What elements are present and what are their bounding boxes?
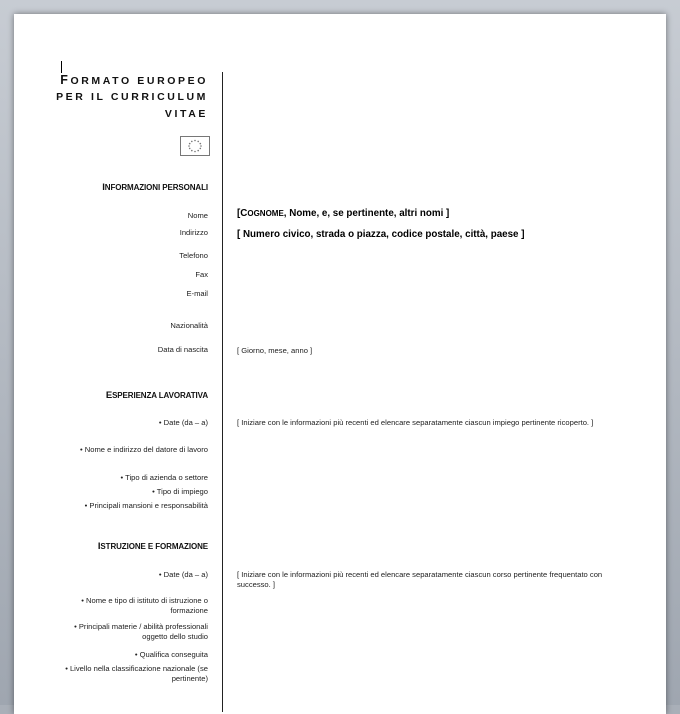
column-divider <box>222 72 223 712</box>
label-exp-job-type: • Tipo di impiego <box>152 487 208 496</box>
label-nome: Nome <box>187 211 208 220</box>
label-exp-dates: • Date (da – a) <box>158 418 208 427</box>
value-indirizzo[interactable]: [ Numero civico, strada o piazza, codice postale, città, paese ] <box>237 229 525 240</box>
label-edu-subjects: • Principali materie / abilità professionali oggetto dello studio <box>74 622 208 641</box>
label-edu-level: • Livello nella classificazione nazionale (se pertinente) <box>65 664 208 683</box>
cv-title-line1: FORMATO EUROPEO <box>60 73 208 87</box>
eu-flag-icon <box>180 136 210 156</box>
label-edu-institute: • Nome e tipo di istituto di istruzione o formazione <box>81 596 208 615</box>
label-nazionalita: Nazionalità <box>170 321 208 330</box>
label-indirizzo: Indirizzo <box>179 228 208 237</box>
label-fax: Fax <box>195 270 208 279</box>
label-edu-dates: • Date (da – a) <box>158 570 208 579</box>
value-exp-instructions[interactable]: [ Iniziare con le informazioni più recenti ed elencare separatamente ciascun impiego pertinente ricoperto. ] <box>237 418 594 427</box>
label-telefono: Telefono <box>179 251 208 260</box>
label-email: E-mail <box>186 289 208 298</box>
label-exp-sector: • Tipo di azienda o settore <box>120 473 208 482</box>
text-cursor <box>61 61 62 73</box>
cv-title-line2: PER IL CURRICULUM <box>56 91 208 103</box>
value-edu-instructions[interactable]: [ Iniziare con le informazioni più recenti ed elencare separatamente ciascun corso pertinente frequentato con successo. ] <box>237 570 603 589</box>
value-nome[interactable]: [COGNOME, Nome, e, se pertinente, altri nomi ] <box>237 208 450 219</box>
document-page[interactable] <box>14 14 666 714</box>
label-edu-qualification: • Qualifica conseguita <box>134 650 208 659</box>
section-heading-work-experience: ESPERIENZA LAVORATIVA <box>105 390 208 401</box>
cv-title-line3: VITAE <box>164 108 208 120</box>
label-exp-duties: • Principali mansioni e responsabilità <box>84 501 208 510</box>
section-heading-personal-info: INFORMAZIONI PERSONALI <box>102 182 208 193</box>
label-exp-employer: • Nome e indirizzo del datore di lavoro <box>79 445 208 454</box>
section-heading-education: ISTRUZIONE E FORMAZIONE <box>97 541 208 552</box>
label-data-nascita: Data di nascita <box>157 345 208 354</box>
value-data-nascita[interactable]: [ Giorno, mese, anno ] <box>237 346 313 355</box>
